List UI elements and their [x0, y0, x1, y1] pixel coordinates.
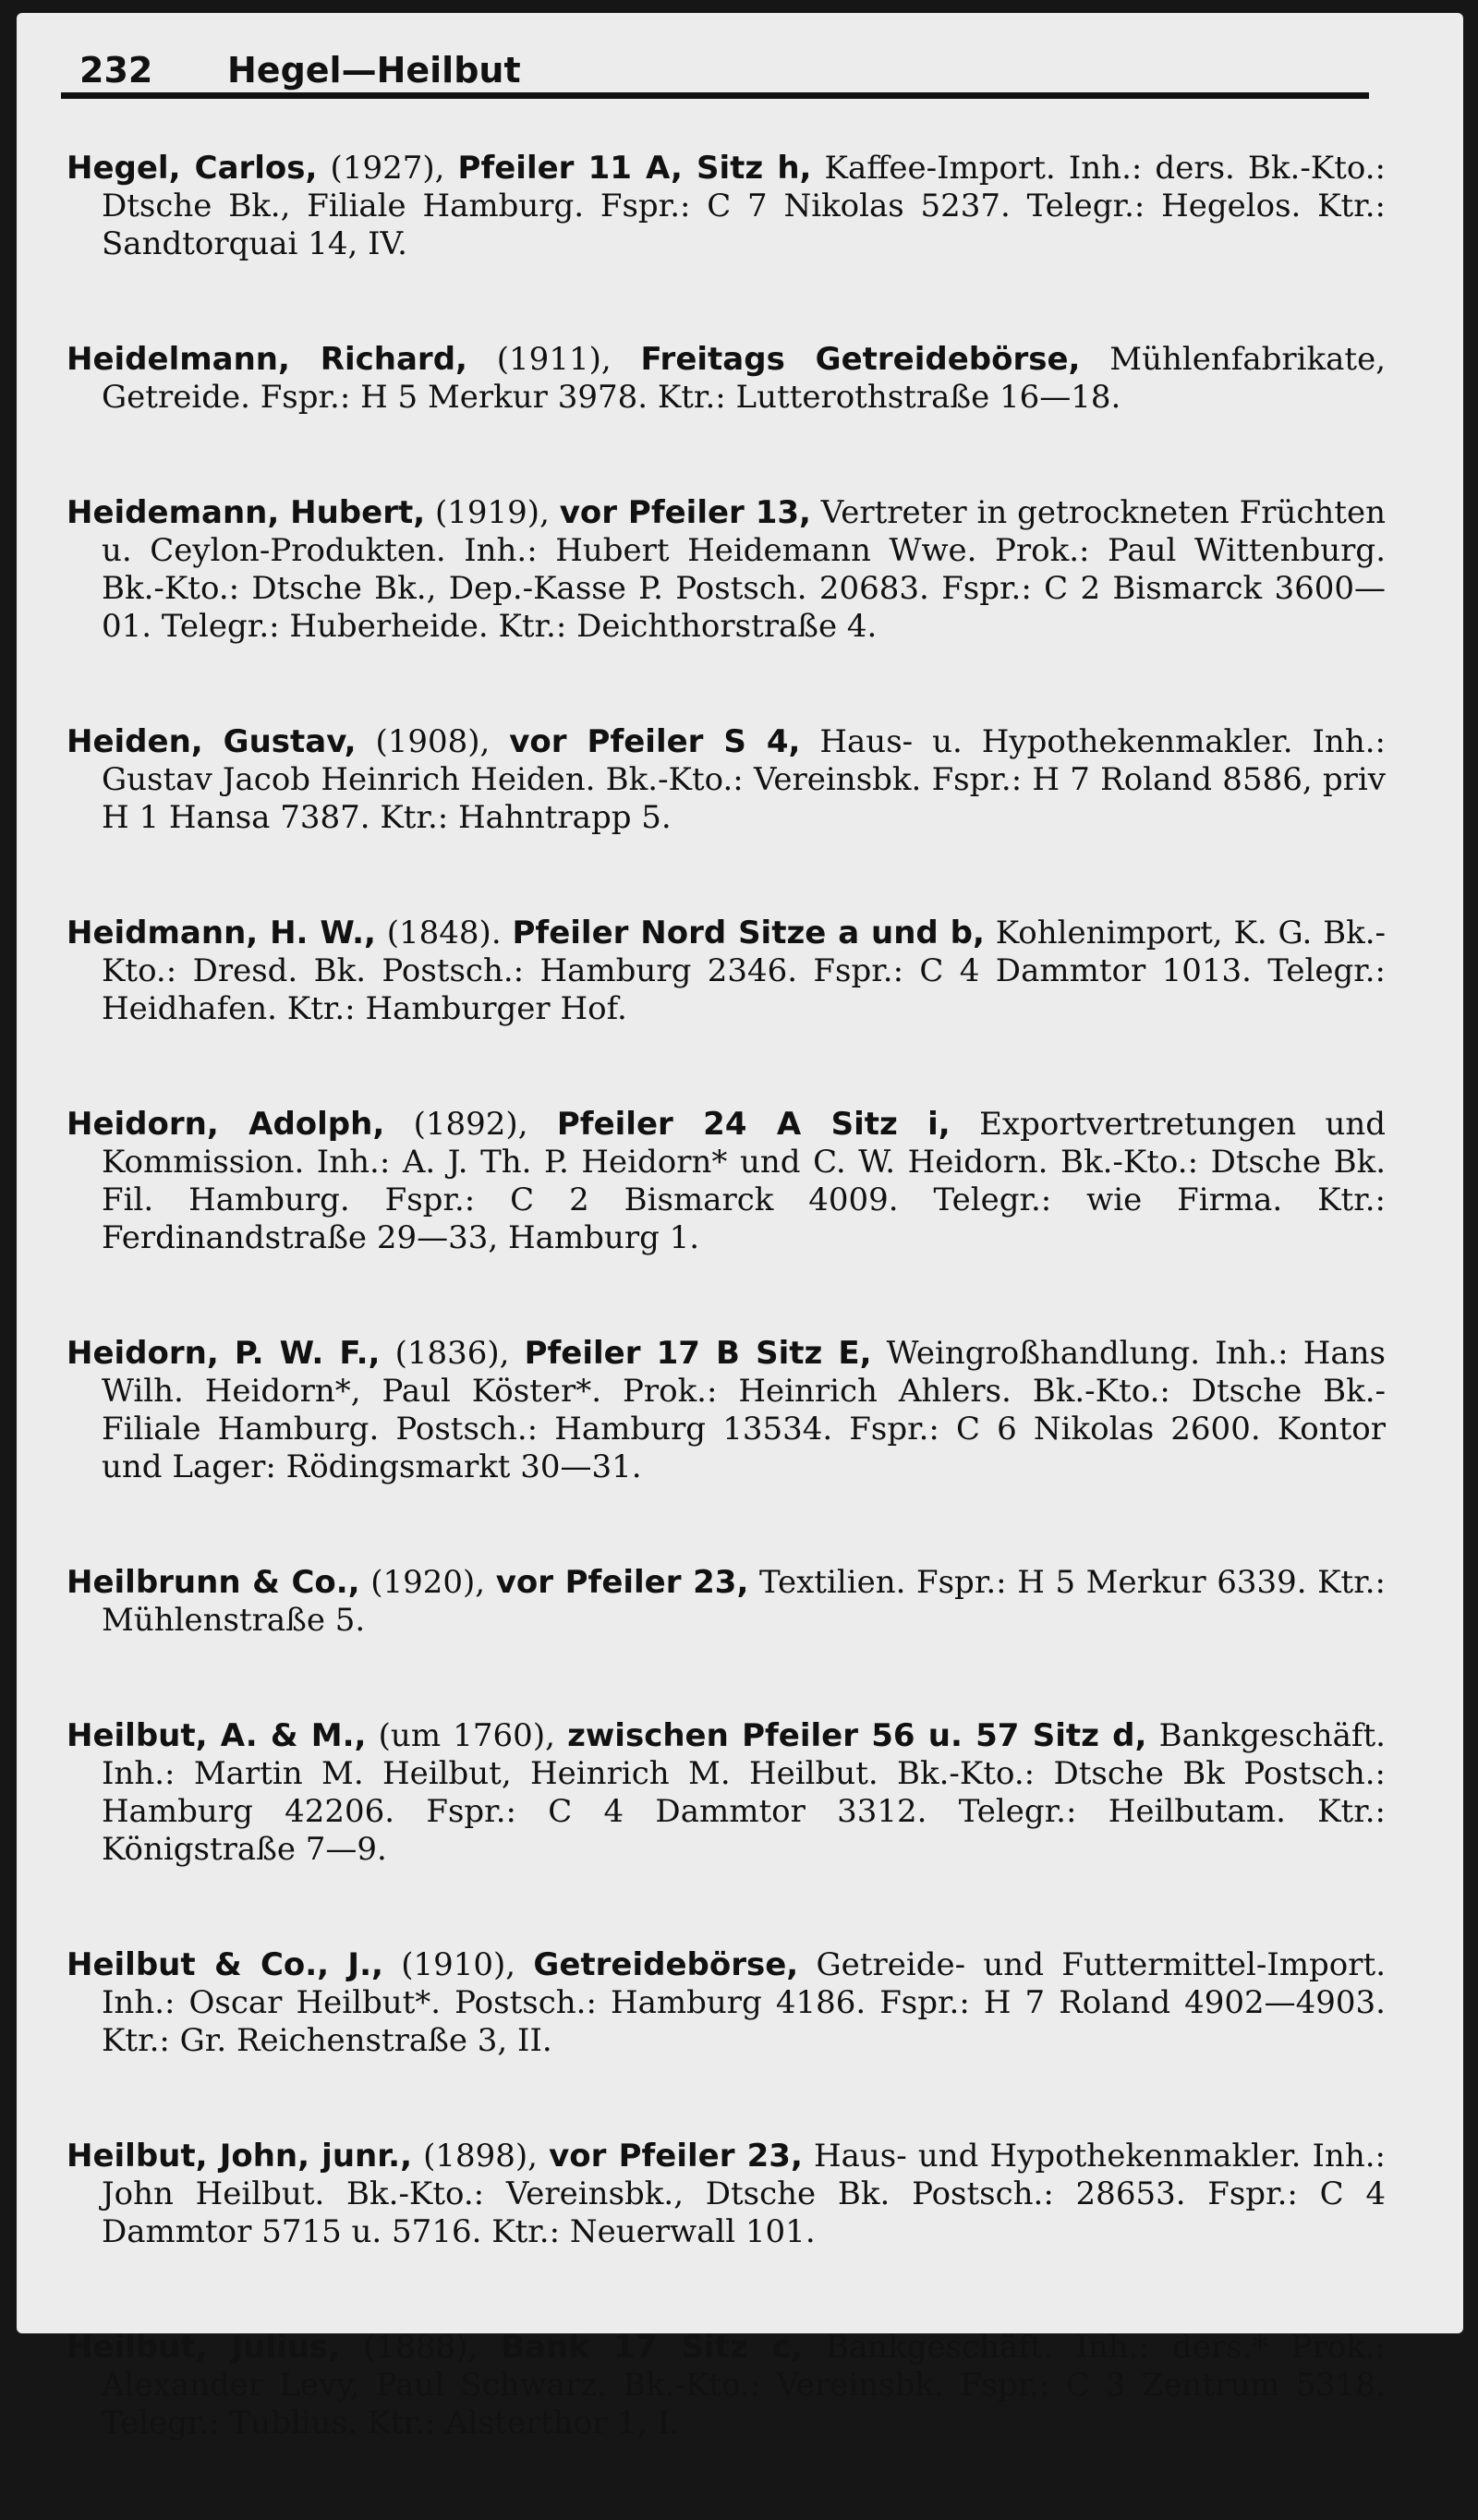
entry-name: Heidelmann, Richard,: [67, 341, 467, 378]
entry-location: Pfeiler Nord Sitze a und b,: [512, 915, 985, 951]
directory-page: [17, 13, 1463, 2441]
entry-details: Haus- und Hypothekenmakler. Inh.: John Heilbut. Bk.-Kto.: Vereinsbk., Dtsche Bk. Postsch.: 28653. Fspr.: C 4 Dammtor 5715 u. 5716. Ktr.: Neuerwall 101.: [102, 2138, 1386, 2250]
entry-year: (1919),: [425, 494, 560, 531]
entry-location: vor Pfeiler S 4,: [509, 723, 801, 760]
entry-details: Getreide- und Futtermittel-Import. Inh.: Oscar Heilbut*. Postsch.: Hamburg 4186. Fspr.: H 7 Roland 4902—4903. Ktr.: Gr. Reichenstraße 3, II.: [102, 1946, 1387, 2059]
entry-year: (1910),: [382, 1946, 534, 1983]
entry-location: vor Pfeiler 23,: [549, 2138, 803, 2175]
directory-entry: [67, 1106, 1386, 1257]
entry-list: [67, 150, 1386, 2520]
entry-name: Heilbut, A. & M.,: [67, 1717, 367, 1754]
directory-entry: [67, 341, 1386, 417]
directory-entry: [67, 2138, 1386, 2251]
directory-entry: [67, 723, 1386, 837]
entry-details: Mühlenfabrikate, Getreide. Fspr.: H 5 Merkur 3978. Ktr.: Lutterothstraße 16—18.: [102, 341, 1387, 416]
entry-year: (um 1760),: [366, 1717, 568, 1754]
directory-entry: [67, 1564, 1386, 1640]
entry-year: (1848).: [375, 915, 513, 951]
entry-name: Heilbut & Co., J.,: [67, 1946, 383, 1983]
entry-details: Bankgeschäft. Inh.: Martin M. Heilbut, Heinrich M. Heilbut. Bk.-Kto.: Dtsche Bk Postsch.: Hamburg 42206. Fspr.: C 4 Dammtor 3312. Telegr.: Heilbutam. Ktr.: Königstraße 7—9.: [102, 1717, 1386, 1868]
entry-location: Getreidebörse,: [533, 1946, 799, 1983]
directory-entry: [67, 494, 1386, 646]
entry-location: zwischen Pfeiler 56 u. 57 Sitz d,: [567, 1717, 1147, 1754]
entry-details: Textilien. Fspr.: H 5 Merkur 6339. Ktr.: Mühlenstraße 5.: [102, 1564, 1387, 1639]
directory-entry: [67, 2329, 1386, 2442]
entry-details: Haus- u. Hypothekenmakler. Inh.: Gustav Jacob Heinrich Heiden. Bk.-Kto.: Vereinsbk. Fspr.: H 7 Roland 8586, priv H 1 Hansa 7387. Ktr.: Hahntrapp 5.: [102, 723, 1386, 836]
directory-entry: [67, 1717, 1386, 1869]
entry-location: Freitags Getreidebörse,: [640, 341, 1081, 378]
entry-details: Kaffee-Import. Inh.: ders. Bk.-Kto.: Dtsche Bk., Filiale Hamburg. Fspr.: C 7 Nikolas 5237. Telegr.: Hegelos. Ktr.: Sandtorquai 14, IV.: [102, 150, 1387, 262]
entry-location: vor Pfeiler 23,: [495, 1564, 749, 1601]
page-number: 232: [79, 50, 153, 91]
entry-name: Heidemann, Hubert,: [67, 494, 426, 531]
entry-details: Exportvertretungen und Kommission. Inh.: A. J. Th. P. Heidorn* und C. W. Heidorn. Bk.-Kto.: Dtsche Bk. Fil. Hamburg. Fspr.: C 2 Bismarck 4009. Telegr.: wie Firma. Ktr.: Ferdinandstraße 29—33, Hamburg 1.: [102, 1106, 1387, 1256]
header-rule: [61, 92, 1369, 99]
entry-location: Pfeiler 24 A Sitz i,: [556, 1106, 951, 1143]
entry-year: (1920),: [359, 1564, 496, 1601]
entry-name: Hegel, Carlos,: [67, 150, 318, 187]
entry-year: (1898),: [412, 2138, 550, 2175]
entry-location: Pfeiler 11 A, Sitz h,: [457, 150, 812, 187]
entry-year: (1836),: [380, 1335, 525, 1372]
running-title: Hegel—Heilbut: [227, 50, 521, 91]
entry-name: Heilbut, John, junr.,: [67, 2138, 412, 2175]
entry-year: (1892),: [384, 1106, 557, 1143]
entry-name: Heidmann, H. W.,: [67, 915, 376, 951]
entry-year: (1911),: [466, 341, 641, 378]
entry-details: Bankgeschäft. Inh.: ders.* Prok.: Alexander Levy, Paul Schwarz. Bk.-Kto.: Vereinsbk. Fspr.: C 3 Zentrum 5318. Telegr.: Tublius. Ktr.: Alsterthor 1, I.: [102, 2329, 1386, 2441]
entry-name: Heilbrunn & Co.,: [67, 1564, 360, 1601]
entry-year: (1927),: [317, 150, 458, 187]
entry-location: Bank 17 Sitz c,: [501, 2329, 803, 2366]
entry-year: (1908),: [356, 723, 510, 760]
entry-year: (1888),: [340, 2329, 502, 2366]
directory-entry: [67, 150, 1386, 263]
entry-name: Heidorn, Adolph,: [67, 1106, 385, 1143]
directory-entry: [67, 915, 1386, 1028]
directory-entry: [67, 1946, 1386, 2060]
entry-details: Kohlenimport, K. G. Bk.-Kto.: Dresd. Bk. Postsch.: Hamburg 2346. Fspr.: C 4 Dammtor 1013. Telegr.: Heidhafen. Ktr.: Hamburger Hof.: [102, 915, 1387, 1027]
entry-name: Heilbut, Julius,: [67, 2329, 341, 2366]
entry-location: vor Pfeiler 13,: [559, 494, 811, 531]
entry-name: Heiden, Gustav,: [67, 723, 357, 760]
entry-location: Pfeiler 17 B Sitz E,: [524, 1335, 872, 1372]
entry-details: Weingroßhandlung. Inh.: Hans Wilh. Heidorn*, Paul Köster*. Prok.: Heinrich Ahlers. Bk.-Kto.: Dtsche Bk.- Filiale Hamburg. Postsch.: Hamburg 13534. Fspr.: C 6 Nikolas 2600. Kontor und Lager: Rödingsmarkt 30—31.: [102, 1335, 1386, 1485]
entry-name: Heidorn, P. W. F.,: [67, 1335, 381, 1372]
entry-details: Vertreter in getrockneten Früchten u. Ceylon-Produkten. Inh.: Hubert Heidemann Wwe. Prok.: Paul Wittenburg. Bk.-Kto.: Dtsche Bk., Dep.-Kasse P. Postsch. 20683. Fspr.: C 2 Bismarck 3600—01. Telegr.: Huberheide. Ktr.: Deichthorstraße 4.: [102, 494, 1386, 645]
directory-entry: [67, 1335, 1386, 1486]
